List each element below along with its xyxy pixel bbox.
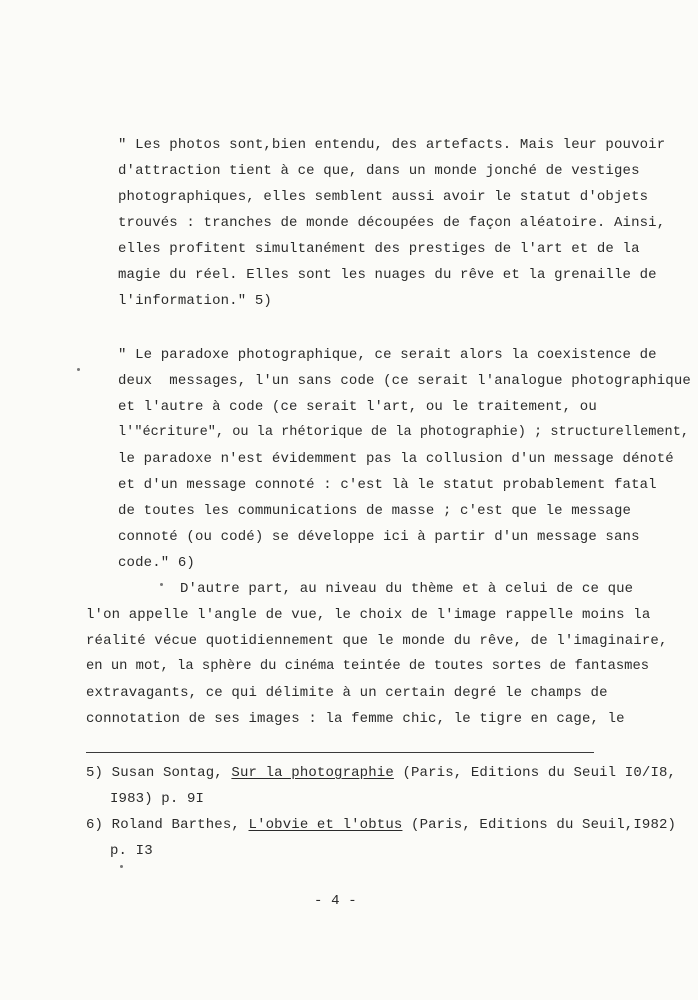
body-line: en un mot, la sphère du cinéma teintée de toutes sortes de fantasmes [86, 659, 650, 674]
quote-2-line: le paradoxe n'est évidemment pas la collusion d'un message dénoté [118, 451, 674, 467]
footnote-title: Sur la photographie [231, 765, 394, 781]
footnote-5-continuation: I983) p. 9I [110, 791, 205, 807]
body-line: connotation de ses images : la femme chic, le tigre en cage, le [86, 711, 625, 727]
footnote-publication: (Paris, Editions du Seuil I0/I8, [402, 765, 677, 781]
quote-1-line: d'attraction tient à ce que, dans un monde jonché de vestiges [118, 163, 640, 179]
quote-1-line: elles profitent simultanément des prestiges de l'art et de la [118, 241, 640, 257]
quote-1-line: l'information." 5) [118, 293, 272, 309]
quote-2-line: deux messages, l'un sans code (ce serait l'analogue photographique [118, 373, 691, 389]
footnote-separator [86, 752, 594, 753]
quote-2-line: et l'autre à code (ce serait l'art, ou le traitement, ou [118, 399, 597, 415]
page-number: - 4 - [314, 893, 357, 909]
footnote-author: Roland Barthes, [111, 817, 240, 833]
quote-2-line: connoté (ou codé) se développe ici à partir d'un message sans [118, 529, 640, 545]
body-line: D'autre part, au niveau du thème et à celui de ce que [180, 581, 634, 597]
scan-speck [120, 865, 123, 868]
footnote-author: Susan Sontag, [111, 765, 223, 781]
quote-1-line: magie du réel. Elles sont les nuages du rêve et la grenaille de [118, 267, 657, 283]
quote-1-line: trouvés : tranches de monde découpées de façon aléatoire. Ainsi, [118, 215, 666, 231]
footnote-publication: (Paris, Editions du Seuil,I982) [411, 817, 677, 833]
footnote-number: 5) [86, 765, 104, 781]
body-line: extravagants, ce qui délimite à un certain degré le champs de [86, 685, 608, 701]
body-line: l'on appelle l'angle de vue, le choix de l'image rappelle moins la [86, 607, 651, 623]
quote-1-line: " Les photos sont,bien entendu, des artefacts. Mais leur pouvoir [118, 137, 666, 153]
quote-2-line: code." 6) [118, 555, 195, 571]
body-line: réalité vécue quotidiennement que le monde du rêve, de l'imaginaire, [86, 633, 668, 649]
footnote-6 [86, 816, 676, 834]
footnote-number: 6) [86, 817, 104, 833]
footnote-5 [86, 764, 676, 782]
scan-speck [160, 583, 163, 586]
quote-2-line: et d'un message connoté : c'est là le statut probablement fatal [118, 477, 657, 493]
scan-speck [77, 368, 80, 371]
quote-2-line: de toutes les communications de masse ; c'est que le message [118, 503, 632, 519]
footnote-title: L'obvie et l'obtus [248, 817, 403, 833]
footnote-6-continuation: p. I3 [110, 843, 153, 859]
quote-2-line: " Le paradoxe photographique, ce serait alors la coexistence de [118, 347, 657, 363]
quote-2-line: l'"écriture", ou la rhétorique de la photographie) ; structurellement, [118, 425, 690, 440]
quote-1-line: photographiques, elles semblent aussi avoir le statut d'objets [118, 189, 649, 205]
